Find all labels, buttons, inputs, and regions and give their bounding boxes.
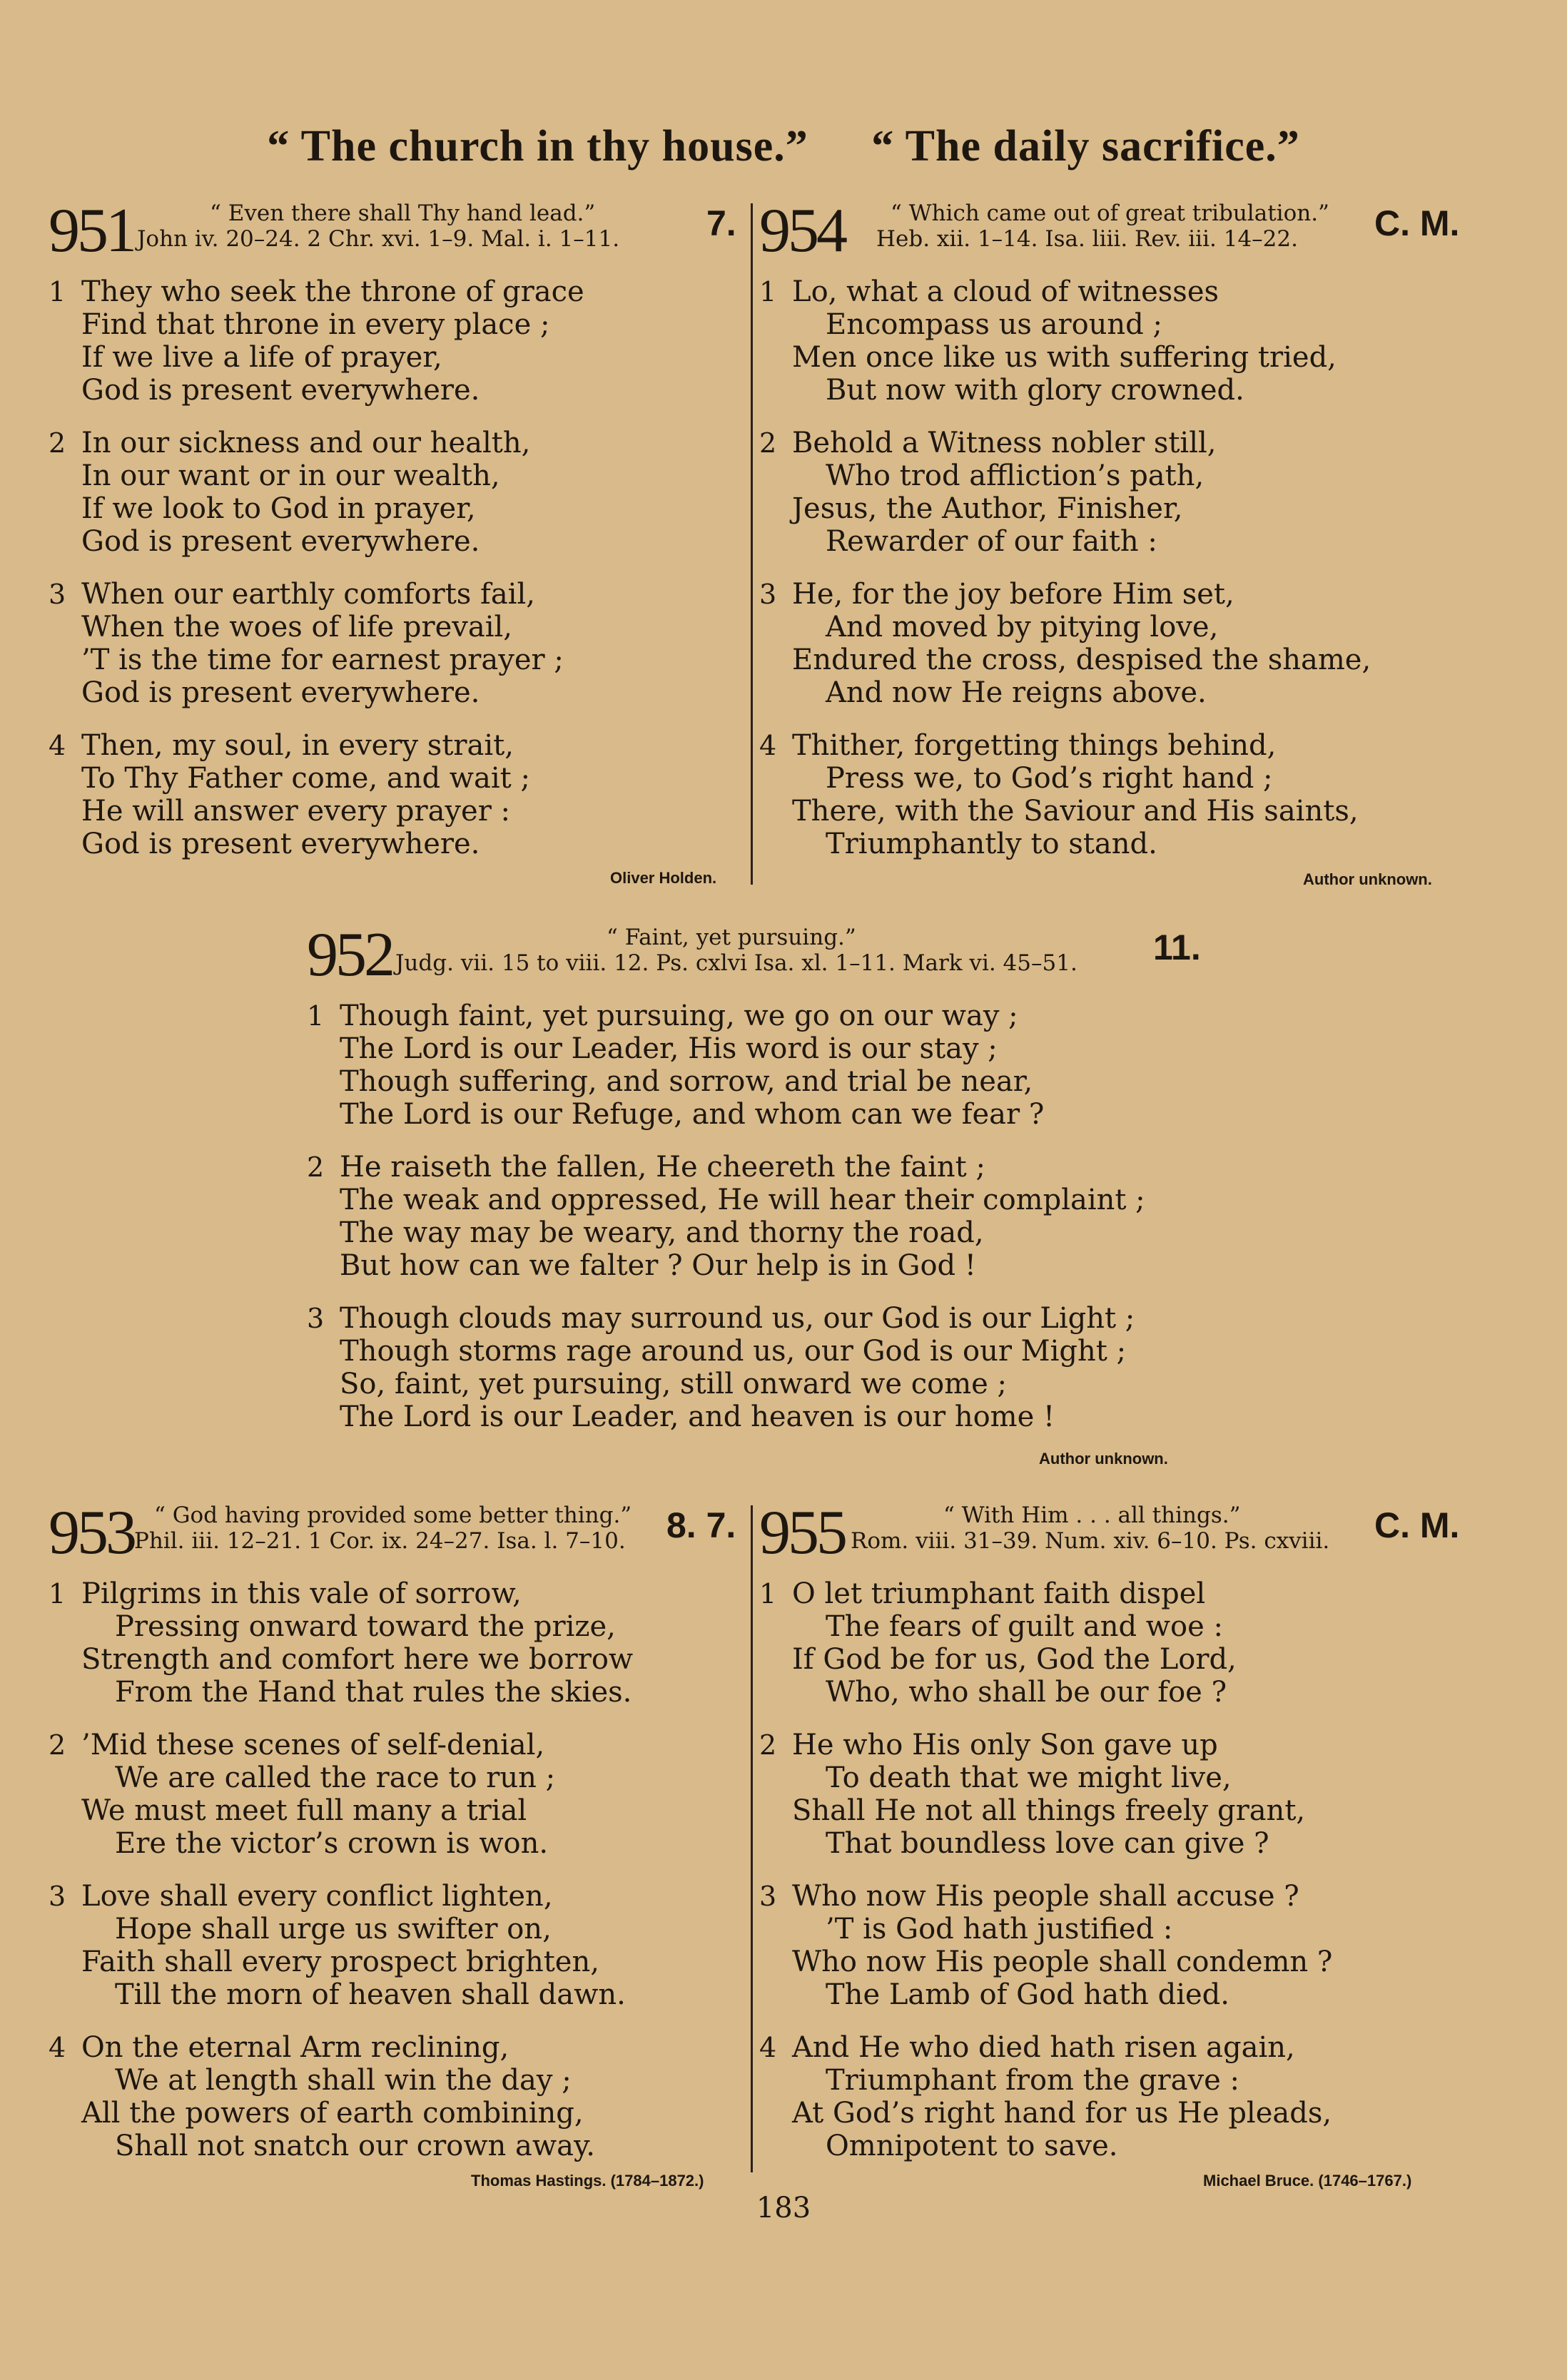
verse-line: Who trod affliction’s path, <box>826 459 1205 492</box>
column-divider-top <box>751 203 753 885</box>
verse-line: All the powers of earth combining, <box>81 2097 584 2130</box>
verse-line: Then, my soul, in every strait, <box>81 729 514 762</box>
hymn-number: 952 <box>307 920 392 990</box>
hymn-header <box>759 1498 1473 1573</box>
stanza <box>49 427 734 558</box>
hymn-stanzas <box>759 275 1473 860</box>
stanza <box>759 2031 1473 2162</box>
stanza-number: 3 <box>759 579 777 610</box>
verse-line: And now He reigns above. <box>826 676 1207 709</box>
verse-line: The Lamb of God hath died. <box>826 1978 1229 2011</box>
hymn-references: Rom. viii. 31–39. Num. xiv. 6–10. Ps. cxviii. <box>851 1528 1330 1554</box>
verse-line: Thither, forgetting things behind, <box>792 729 1277 762</box>
stanza <box>307 1000 1234 1131</box>
hymn-955 <box>759 1498 1473 2162</box>
verse-line: Who now His people shall condemn ? <box>792 1946 1333 1978</box>
verse-line: Though suffering, and sorrow, and trial be near, <box>340 1065 1033 1098</box>
heading-left: “ The church in thy house.” <box>267 122 808 171</box>
heading-right: “ The daily sacrifice.” <box>871 122 1300 171</box>
stanza-number: 4 <box>759 2032 777 2063</box>
verse-line: God is present everywhere. <box>81 676 480 709</box>
stanza-number: 2 <box>307 1151 325 1183</box>
verse-line: At God’s right hand for us He pleads, <box>792 2097 1332 2130</box>
hymn-number: 951 <box>49 196 134 265</box>
stanza <box>759 1729 1473 1860</box>
stanza <box>759 1577 1473 1709</box>
hymn-references: Phil. iii. 12–21. 1 Cor. ix. 24–27. Isa. l. 7–10. <box>134 1528 626 1554</box>
stanza <box>49 1577 734 1709</box>
verse-line: Triumphantly to stand. <box>826 828 1157 860</box>
verse-line: Behold a Witness nobler still, <box>792 427 1217 459</box>
page-number: 183 <box>756 2192 811 2224</box>
verse-line: From the Hand that rules the skies. <box>115 1676 632 1709</box>
verse-line: We at length shall win the day ; <box>115 2064 572 2097</box>
verse-line: God is present everywhere. <box>81 374 480 407</box>
hymn-motto: “ With Him . . . all things.” <box>943 1502 1241 1528</box>
verse-line: Omnipotent to save. <box>826 2130 1118 2162</box>
stanza-number: 4 <box>49 2032 66 2063</box>
stanza-number: 2 <box>759 1729 777 1761</box>
verse-line: Ere the victor’s crown is won. <box>115 1827 549 1860</box>
stanza <box>49 1880 734 2011</box>
verse-line: God is present everywhere. <box>81 828 480 860</box>
stanza-number: 1 <box>759 1578 777 1609</box>
verse-line: Though storms rage around us, our God is our Might ; <box>340 1335 1127 1368</box>
page-heading <box>0 121 1567 172</box>
verse-line: Jesus, the Author, Finisher, <box>792 492 1183 525</box>
verse-line: On the eternal Arm reclining, <box>81 2031 509 2064</box>
verse-line: If we live a life of prayer, <box>81 341 442 374</box>
stanza <box>49 729 734 860</box>
verse-line: Strength and comfort here we borrow <box>81 1643 634 1676</box>
hymn-meter: 11. <box>1153 927 1201 967</box>
verse-line: Pilgrims in this vale of sorrow, <box>81 1577 522 1610</box>
verse-line: In our want or in our wealth, <box>81 459 500 492</box>
hymn-951 <box>49 196 736 860</box>
hymn-motto: “ Which came out of great tribulation.” <box>891 200 1329 226</box>
author-951: Oliver Holden. <box>610 869 717 887</box>
verse-line: But how can we falter ? Our help is in God ! <box>340 1249 976 1282</box>
hymn-motto: “ God having provided some better thing.” <box>154 1502 632 1528</box>
hymn-number: 953 <box>49 1498 134 1567</box>
hymn-header <box>307 920 1234 995</box>
verse-line: Hope shall urge us swifter on, <box>115 1913 552 1946</box>
stanza-number: 3 <box>49 579 66 610</box>
verse-line: If we look to God in prayer, <box>81 492 476 525</box>
author-954: Author unknown. <box>1303 870 1432 888</box>
stanza-number: 2 <box>49 1729 66 1761</box>
verse-line: There, with the Saviour and His saints, <box>792 795 1359 828</box>
verse-line: He raiseth the fallen, He cheereth the faint ; <box>340 1151 985 1184</box>
stanza <box>759 275 1473 407</box>
verse-line: We are called the race to run ; <box>115 1761 556 1794</box>
stanza <box>49 1729 734 1860</box>
hymn-meter: C. M. <box>1374 1505 1460 1545</box>
verse-line: So, faint, yet pursuing, still onward we come ; <box>340 1368 1008 1400</box>
stanza-number: 3 <box>307 1303 325 1334</box>
verse-line: Love shall every conflict lighten, <box>81 1880 553 1913</box>
stanza-number: 1 <box>759 276 777 307</box>
verse-line: The weak and oppressed, He will hear their complaint ; <box>340 1184 1145 1216</box>
verse-line: To Thy Father come, and wait ; <box>81 762 530 795</box>
verse-line: ’T is God hath justified : <box>826 1913 1173 1946</box>
stanza-number: 3 <box>759 1881 777 1912</box>
verse-line: The way may be weary, and thorny the road, <box>340 1216 984 1249</box>
hymn-meter: 8. 7. <box>666 1505 736 1545</box>
verse-line: We must meet full many a trial <box>81 1794 527 1827</box>
author-952: Author unknown. <box>1039 1450 1168 1468</box>
verse-line: Men once like us with suffering tried, <box>792 341 1337 374</box>
stanza-number: 4 <box>49 730 66 761</box>
verse-line: When the woes of life prevail, <box>81 611 513 644</box>
stanza-number: 1 <box>307 1000 325 1032</box>
hymn-954 <box>759 196 1473 860</box>
verse-line: To death that we might live, <box>826 1761 1232 1794</box>
verse-line: When our earthly comforts fail, <box>81 578 535 611</box>
verse-line: He will answer every prayer : <box>81 795 511 828</box>
stanza-number: 2 <box>759 427 777 459</box>
hymn-stanzas <box>49 1577 734 2162</box>
author-955: Michael Bruce. (1746–1767.) <box>1203 2172 1412 2190</box>
verse-line: Faith shall every prospect brighten, <box>81 1946 599 1978</box>
verse-line: ’T is the time for earnest prayer ; <box>81 644 564 676</box>
hymn-953 <box>49 1498 736 2162</box>
stanza-number: 1 <box>49 1578 66 1609</box>
verse-line: They who seek the throne of grace <box>81 275 584 308</box>
stanza <box>307 1302 1234 1433</box>
hymn-references: Heb. xii. 1–14. Isa. liii. Rev. iii. 14–22. <box>876 226 1298 252</box>
verse-line: He, for the joy before Him set, <box>792 578 1234 611</box>
verse-line: Rewarder of our faith : <box>826 525 1157 558</box>
verse-line: And He who died hath risen again, <box>792 2031 1295 2064</box>
verse-line: But now with glory crowned. <box>826 374 1244 407</box>
hymn-meter: 7. <box>706 203 736 243</box>
hymn-number: 955 <box>759 1498 845 1567</box>
stanza <box>307 1151 1234 1282</box>
verse-line: The Lord is our Refuge, and whom can we fear ? <box>340 1098 1045 1131</box>
hymn-references: Judg. vii. 15 to viii. 12. Ps. cxlvi Isa. xl. 1–11. Mark vi. 45–51. <box>395 950 1077 976</box>
verse-line: Though clouds may surround us, our God is our Light ; <box>340 1302 1135 1335</box>
hymn-number: 954 <box>759 196 845 265</box>
stanza <box>759 729 1473 860</box>
verse-line: In our sickness and our health, <box>81 427 531 459</box>
stanza-number: 4 <box>759 730 777 761</box>
verse-line: Lo, what a cloud of witnesses <box>792 275 1219 308</box>
verse-line: He who His only Son gave up <box>792 1729 1218 1761</box>
stanza-number: 1 <box>49 276 66 307</box>
stanza <box>49 2031 734 2162</box>
verse-line: Who now His people shall accuse ? <box>792 1880 1299 1913</box>
verse-line: Endured the cross, despised the shame, <box>792 644 1371 676</box>
hymn-references: John iv. 20–24. 2 Chr. xvi. 1–9. Mal. i. 1–11. <box>137 226 620 252</box>
verse-line: Press we, to God’s right hand ; <box>826 762 1273 795</box>
hymn-stanzas <box>759 1577 1473 2162</box>
verse-line: Encompass us around ; <box>826 308 1162 341</box>
verse-line: Find that throne in every place ; <box>81 308 550 341</box>
stanza <box>49 578 734 709</box>
hymn-header <box>49 196 736 271</box>
stanza <box>759 427 1473 558</box>
verse-line: Though faint, yet pursuing, we go on our way ; <box>340 1000 1018 1032</box>
verse-line: Who, who shall be our foe ? <box>826 1676 1227 1709</box>
hymn-motto: “ Even there shall Thy hand lead.” <box>210 200 596 226</box>
author-953: Thomas Hastings. (1784–1872.) <box>471 2172 704 2190</box>
verse-line: Shall He not all things freely grant, <box>792 1794 1306 1827</box>
hymn-meter: C. M. <box>1374 203 1460 243</box>
stanza <box>759 1880 1473 2011</box>
verse-line: The Lord is our Leader, His word is our stay ; <box>340 1032 998 1065</box>
hymn-header <box>49 1498 736 1573</box>
stanza <box>49 275 734 407</box>
hymn-stanzas <box>49 275 734 860</box>
verse-line: The Lord is our Leader, and heaven is our home ! <box>340 1400 1055 1433</box>
verse-line: Till the morn of heaven shall dawn. <box>115 1978 626 2011</box>
verse-line: ’Mid these scenes of self-denial, <box>81 1729 545 1761</box>
verse-line: Shall not snatch our crown away. <box>115 2130 595 2162</box>
stanza <box>759 578 1473 709</box>
hymn-motto: “ Faint, yet pursuing.” <box>607 925 856 950</box>
hymn-stanzas <box>307 1000 1234 1433</box>
hymn-header <box>759 196 1473 271</box>
verse-line: Pressing onward toward the prize, <box>115 1610 616 1643</box>
verse-line: God is present everywhere. <box>81 525 480 558</box>
verse-line: If God be for us, God the Lord, <box>792 1643 1237 1676</box>
verse-line: And moved by pitying love, <box>826 611 1219 644</box>
verse-line: Triumphant from the grave : <box>826 2064 1239 2097</box>
column-divider-bottom <box>751 1505 753 2172</box>
stanza-number: 2 <box>49 427 66 459</box>
verse-line: The fears of guilt and woe : <box>826 1610 1223 1643</box>
stanza-number: 3 <box>49 1881 66 1912</box>
verse-line: O let triumphant faith dispel <box>792 1577 1206 1610</box>
verse-line: That boundless love can give ? <box>826 1827 1269 1860</box>
hymn-952 <box>307 920 1234 1433</box>
